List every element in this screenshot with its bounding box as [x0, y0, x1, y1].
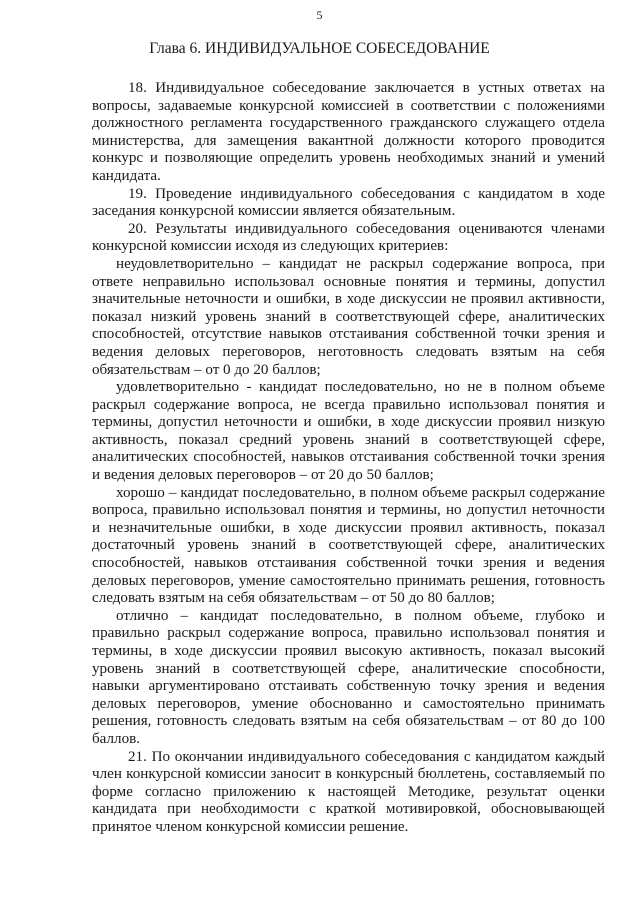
- page-number: 5: [316, 8, 323, 22]
- paragraph-20: 20. Результаты индивидуального собеседования оцениваются членами конкурсной комиссии исходя из следующих критериев:: [92, 220, 605, 255]
- chapter-title: Глава 6. ИНДИВИДУАЛЬНОЕ СОБЕСЕДОВАНИЕ: [149, 40, 490, 57]
- criterion-good: хорошо – кандидат последовательно, в полном объеме раскрыл содержание вопроса, правильно использовал понятия и термины, но допустил неточности и незначительные ошибки, в ходе дискуссии проявил активность, показал достаточный уровень знаний в соответствующей сфере, аналитических способностей, навыков отстаивания собственной точки зрения и ведения деловых переговоров, умение самостоятельно принимать решения, готовность следовать взятым на себя обязательствам – от 50 до 80 баллов;: [92, 484, 605, 607]
- criterion-unsatisfactory: неудовлетворительно – кандидат не раскрыл содержание вопроса, при ответе неправильно использовал основные понятия и термины, допустил значительные неточности и ошибки, в ходе дискуссии не проявил активности, показал низкий уровень знаний в соответствующей сфере, аналитических способностей, отсутствие навыков отстаивания собственной точки зрения и ведения деловых переговоров, неготовность следовать взятым на себя обязательствам – от 0 до 20 баллов;: [92, 255, 605, 378]
- body-text: [92, 80, 605, 837]
- criterion-excellent: отлично – кандидат последовательно, в полном объеме, глубоко и правильно раскрыл содержание вопроса, правильно использовал понятия и термины, в ходе дискуссии проявил высокую активность, показал высокий уровень знаний в соответствующей сфере, аналитические способности, навыки аргументировано отстаивать собственную точку зрения и ведения деловых переговоров, умение обоснованно и самостоятельно принимать решения, готовность следовать взятым на себя обязательствам – от 80 до 100 баллов.: [92, 607, 605, 747]
- paragraph-19: 19. Проведение индивидуального собеседования с кандидатом в ходе заседания конкурсной комиссии является обязательным.: [92, 185, 605, 220]
- criterion-satisfactory: удовлетворительно - кандидат последовательно, но не в полном объеме раскрыл содержание вопроса, не всегда правильно использовал понятия и термины, допустил неточности и ошибки, в ходе дискуссии проявил низкую активность, показал средний уровень знаний в соответствующей сфере, аналитических способностей, навыков отстаивания собственной точки зрения и ведения деловых переговоров – от 20 до 50 баллов;: [92, 379, 605, 484]
- paragraph-21: 21. По окончании индивидуального собеседования с кандидатом каждый член конкурсной комиссии заносит в конкурсный бюллетень, составляемый по форме согласно приложению к настоящей Методике, результат оценки кандидата при необходимости с краткой мотивировкой, обосновывающей принятое членом конкурсной комиссии решение.: [92, 748, 605, 835]
- paragraph-18: 18. Индивидуальное собеседование заключается в устных ответах на вопросы, задаваемые конкурсной комиссией в соответствии с положениями должностного регламента государственного гражданского служащего отдела министерства, для замещения вакантной должности которого проводится конкурс и позволяющие определить уровень необходимых знаний и умений кандидата.: [92, 80, 605, 184]
